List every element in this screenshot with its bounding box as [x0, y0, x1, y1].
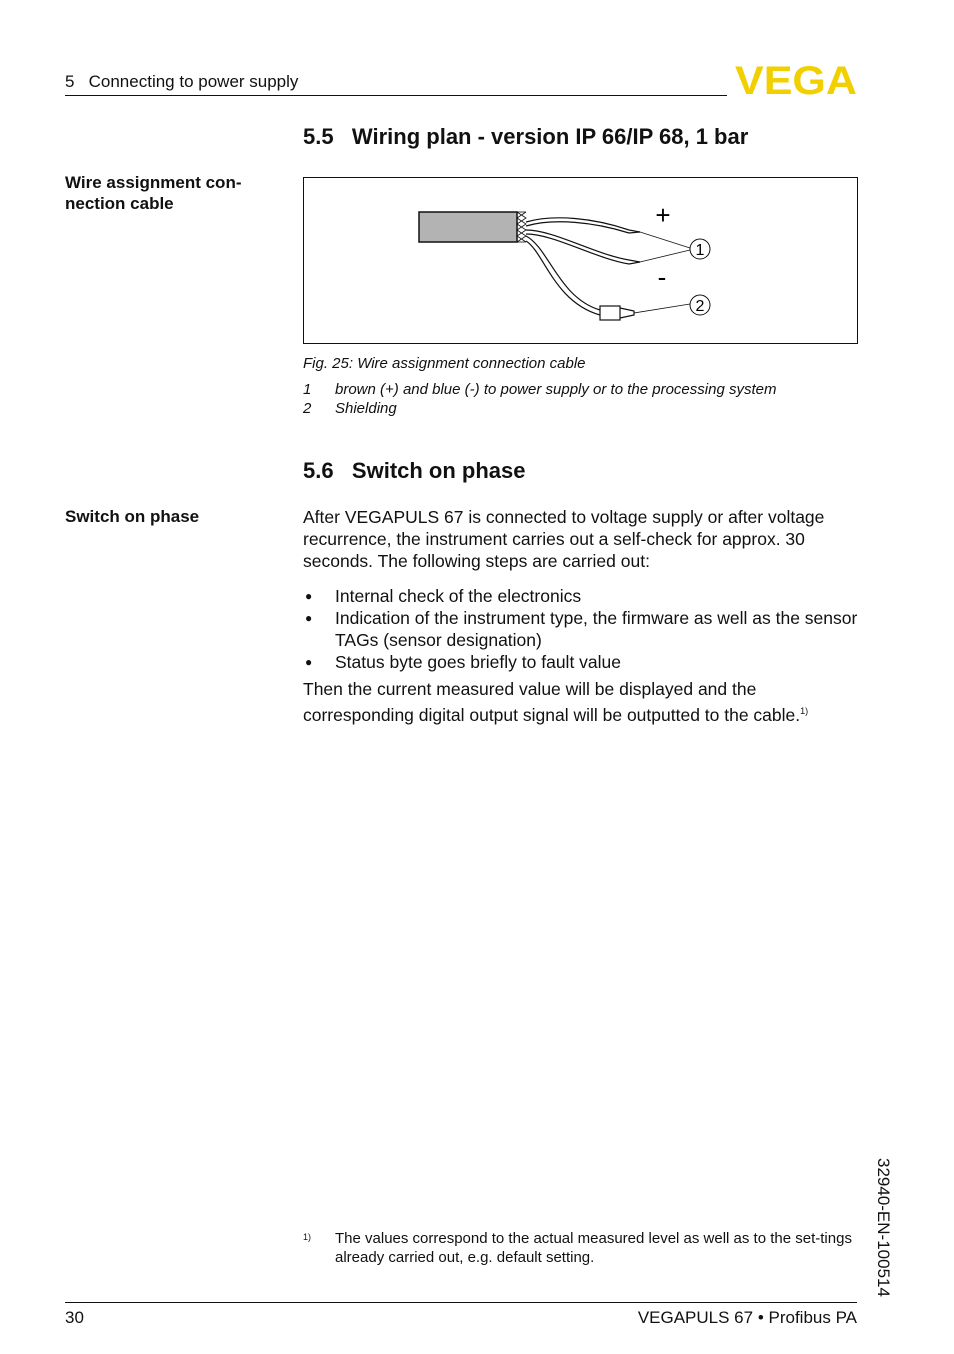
- plus-sign: +: [655, 200, 671, 230]
- intro-paragraph: After VEGAPULS 67 is connected to voltage supply or after voltage recurrence, the instrument carries out a self-check for approx. 30 seconds. The following steps are carried out:: [303, 507, 825, 571]
- footnote-mark: 1): [303, 1232, 312, 1242]
- side-label-switch-on-phase: Switch on phase: [65, 507, 200, 526]
- legend-item-1: [303, 381, 776, 398]
- footnote-reference: 1): [800, 706, 809, 716]
- wiring-figure: [303, 177, 858, 344]
- section-heading-wiring-plan: 5.5 Wiring plan - version IP 66/IP 68, 1 bar: [303, 124, 749, 149]
- list-item: ● Indication of the instrument type, the firmware as well as the sensor TAGs (sensor designation): [303, 607, 863, 651]
- legend-number: 2: [303, 400, 312, 417]
- legend-text: Shielding: [335, 400, 397, 417]
- callout-2: 2: [695, 298, 705, 315]
- section-heading-switch-on-phase: 5.6 Switch on phase: [303, 458, 526, 483]
- figure-caption: Fig. 25: Wire assignment connection cable: [303, 355, 586, 372]
- callout-1: 1: [695, 242, 705, 259]
- document-id: 32940-EN-100514: [874, 1158, 893, 1297]
- outro-text: Then the current measured value will be displayed and the corresponding digital output signal will be outputted to the cable.: [303, 679, 801, 725]
- legend-item-2: [303, 400, 397, 417]
- footer-rule: [65, 1302, 857, 1303]
- legend-number: 1: [303, 381, 312, 398]
- wire-brown: [526, 218, 640, 233]
- list-item: ● Status byte goes briefly to fault value: [303, 651, 863, 673]
- legend-text: brown (+) and blue (-) to power supply or to the processing system: [335, 381, 777, 398]
- outro-paragraph: [303, 678, 863, 726]
- cable-jacket: [419, 212, 517, 242]
- shield-braid: [517, 212, 526, 242]
- vega-logo: [735, 62, 857, 98]
- footnote-text: The values correspond to the actual measured level as well as to the set-tings already carried out, e.g. default setting.: [335, 1230, 852, 1266]
- list-item: ● Internal check of the electronics: [303, 585, 863, 607]
- logo-lettering: VEGA: [735, 62, 857, 98]
- minus-sign: -: [657, 262, 667, 292]
- footer-product: VEGAPULS 67 • Profibus PA: [637, 1308, 857, 1327]
- page-number: 30: [65, 1308, 84, 1327]
- header-rule: [65, 95, 727, 96]
- running-header: 5 Connecting to power supply: [65, 72, 299, 91]
- steps-list: [303, 585, 863, 673]
- side-label-wire-assignment: Wire assignment con- nection cable: [65, 173, 242, 213]
- wire-blue: [526, 230, 640, 264]
- wiring-diagram: [304, 178, 857, 343]
